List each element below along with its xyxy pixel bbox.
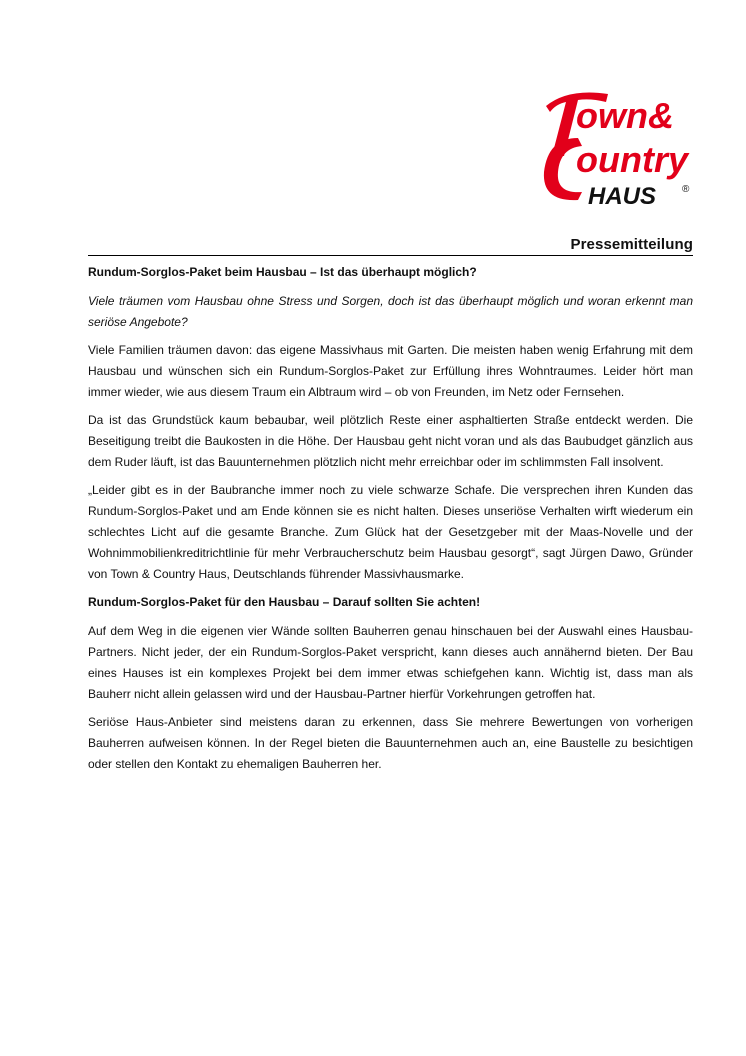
logo-line1: own& bbox=[576, 95, 674, 136]
paragraph: Auf dem Weg in die eigenen vier Wände sollten Bauherren genau hinschauen bei der Auswahl eines Hausbau-Partners. Nicht jeder, der ein Rundum-Sorglos-Paket verspricht, kann dieses auch annähernd bieten. Der Bau eines Hauses ist ein komplexes Projekt bei dem immer etwas schiefgehen kann. Wichtig ist, dass man als Bauherr nicht allein gelassen wird und der Hausbau-Partner hierfür Vorkehrungen getroffen hat. bbox=[88, 624, 693, 701]
town-country-haus-logo bbox=[538, 86, 698, 208]
paragraph: Viele Familien träumen davon: das eigene Massivhaus mit Garten. Die meisten haben wenig Erfahrung mit dem Hausbau und wünschen sich ein Rundum-Sorglos-Paket zur Erfüllung ihres Wohntraumes. Leider hört man immer wieder, wie aus diesem Traum ein Albtraum wird – ob von Freunden, im Netz oder Fernsehen. bbox=[88, 343, 693, 399]
article-title: Rundum-Sorglos-Paket beim Hausbau – Ist das überhaupt möglich? bbox=[88, 265, 477, 279]
registered-mark: ® bbox=[682, 184, 690, 195]
document-type: Pressemitteilung bbox=[570, 236, 693, 253]
article-lead: Viele träumen vom Hausbau ohne Stress und Sorgen, doch ist das überhaupt möglich und woran erkennt man seriöse Angebote? bbox=[88, 294, 693, 329]
logo-line3: HAUS bbox=[588, 183, 657, 208]
paragraph: „Leider gibt es in der Baubranche immer noch zu viele schwarze Schafe. Die versprechen ihren Kunden das Rundum-Sorglos-Paket und am Ende können sie es nicht halten. Dieses unseriöse Verhalten wirft wiederum ein schlechtes Licht auf die gesamte Branche. Zum Glück hat der Gesetzgeber mit der Maas-Novelle und der Wohnimmobilienkreditrichtlinie für mehr Verbraucherschutz beim Hausbau gesorgt“, sagt Jürgen Dawo, Gründer von Town & Country Haus, Deutschlands führender Massivhausmarke. bbox=[88, 483, 693, 581]
paragraph: Seriöse Haus-Anbieter sind meistens daran zu erkennen, dass Sie mehrere Bewertungen von vorherigen Bauherren aufweisen können. In der Regel bieten die Bauunternehmen auch an, eine Baustelle zu besichtigen oder stellen den Kontakt zu ehemaligen Bauherren her. bbox=[88, 715, 693, 771]
header-divider bbox=[88, 255, 693, 256]
paragraph: Da ist das Grundstück kaum bebaubar, weil plötzlich Reste einer asphaltierten Straße entdeckt werden. Die Beseitigung treibt die Baukosten in die Höhe. Der Hausbau geht nicht voran und als das Baubudget gänzlich aus dem Ruder läuft, ist das Bauunternehmen plötzlich nicht mehr erreichbar oder im schlimmsten Fall insolvent. bbox=[88, 413, 693, 469]
press-release-body bbox=[88, 262, 693, 782]
logo-line2: ountry bbox=[576, 139, 688, 180]
section-heading: Rundum-Sorglos-Paket für den Hausbau – Darauf sollten Sie achten! bbox=[88, 595, 481, 609]
